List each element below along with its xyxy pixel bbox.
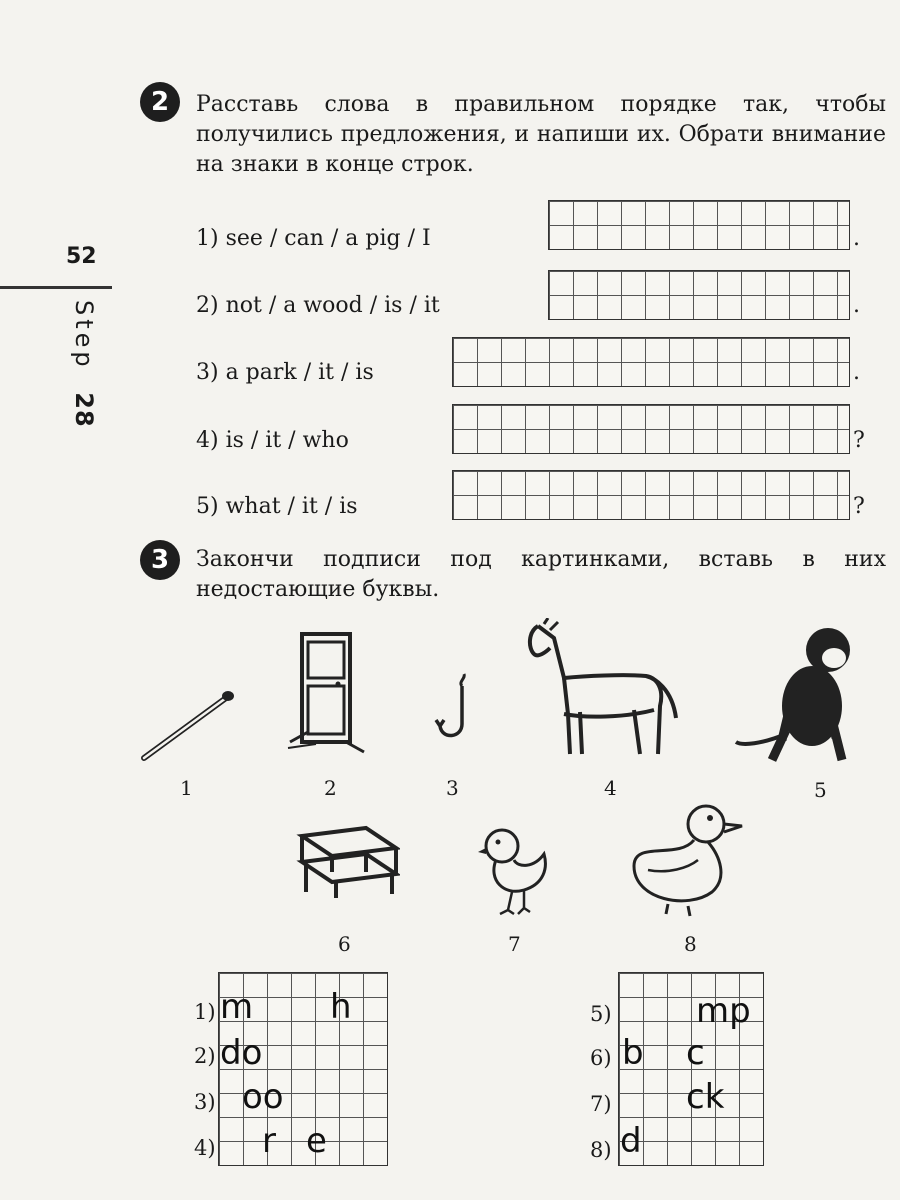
door-icon [286, 628, 366, 758]
step-word: Step [70, 300, 98, 371]
sentence-3: 3) a park / it / is [196, 360, 374, 385]
letters-4b: e [306, 1121, 327, 1161]
word-label-8: 8) [590, 1138, 612, 1162]
sentence-1: 1) see / can / a pig / I [196, 226, 431, 251]
letters-2: do [220, 1033, 263, 1073]
sentence-4: 4) is / it / who [196, 428, 349, 453]
letters-4a: r [262, 1121, 276, 1161]
monkey-icon [732, 620, 862, 770]
picture-number-2: 2 [324, 776, 337, 800]
duck-icon [628, 800, 748, 920]
hook-icon [430, 668, 480, 748]
page-number: 52 [66, 244, 97, 269]
answer-grid-1[interactable] [548, 200, 850, 250]
letters-5: mp [696, 991, 751, 1031]
answer-grid-3[interactable] [452, 337, 850, 387]
end-mark-2: . [853, 293, 860, 318]
letters-6a: b [622, 1033, 644, 1073]
picture-number-1: 1 [180, 776, 193, 800]
word-label-6: 6) [590, 1046, 612, 1070]
picture-number-4: 4 [604, 776, 617, 800]
bench-icon [296, 822, 400, 902]
word-label-3: 3) [194, 1090, 216, 1114]
answer-grid-5[interactable] [452, 470, 850, 520]
letters-1a: m [220, 987, 254, 1027]
end-mark-3: . [853, 360, 860, 385]
letters-3: oo [242, 1077, 284, 1117]
step-number: 28 [70, 392, 98, 428]
word-label-1: 1) [194, 1000, 216, 1024]
exercise-2-badge: 2 [140, 82, 180, 122]
word-label-7: 7) [590, 1092, 612, 1116]
picture-number-5: 5 [814, 778, 827, 802]
exercise-3-instruction: Закончи подписи под картинками, вставь в них недостающие буквы. [196, 547, 886, 602]
answer-grid-4[interactable] [452, 404, 850, 454]
match-icon [138, 686, 238, 766]
picture-number-7: 7 [508, 932, 521, 956]
chick-icon [474, 824, 554, 918]
picture-number-8: 8 [684, 932, 697, 956]
end-mark-5: ? [853, 494, 865, 519]
word-label-4: 4) [194, 1136, 216, 1160]
letters-6b: c [686, 1033, 705, 1073]
letters-1b: h [330, 987, 352, 1027]
end-mark-4: ? [853, 428, 865, 453]
sentence-2: 2) not / a wood / is / it [196, 293, 440, 318]
exercise-2-instruction: Расставь слова в правильном порядке так, чтобы получились предложения, и напиши их. Обрати внимание на знаки в конце строк. [196, 92, 886, 177]
horse-icon [524, 618, 684, 768]
sentence-5: 5) what / it / is [196, 494, 358, 519]
picture-number-6: 6 [338, 932, 351, 956]
letters-8: d [620, 1121, 642, 1161]
step-label [58, 300, 108, 470]
letters-7: ck [686, 1077, 725, 1117]
answer-grid-2[interactable] [548, 270, 850, 320]
picture-number-3: 3 [446, 776, 459, 800]
exercise-3-badge: 3 [140, 540, 180, 580]
word-label-5: 5) [590, 1002, 612, 1026]
end-mark-1: . [853, 226, 860, 251]
word-label-2: 2) [194, 1044, 216, 1068]
margin-rule [0, 286, 112, 289]
